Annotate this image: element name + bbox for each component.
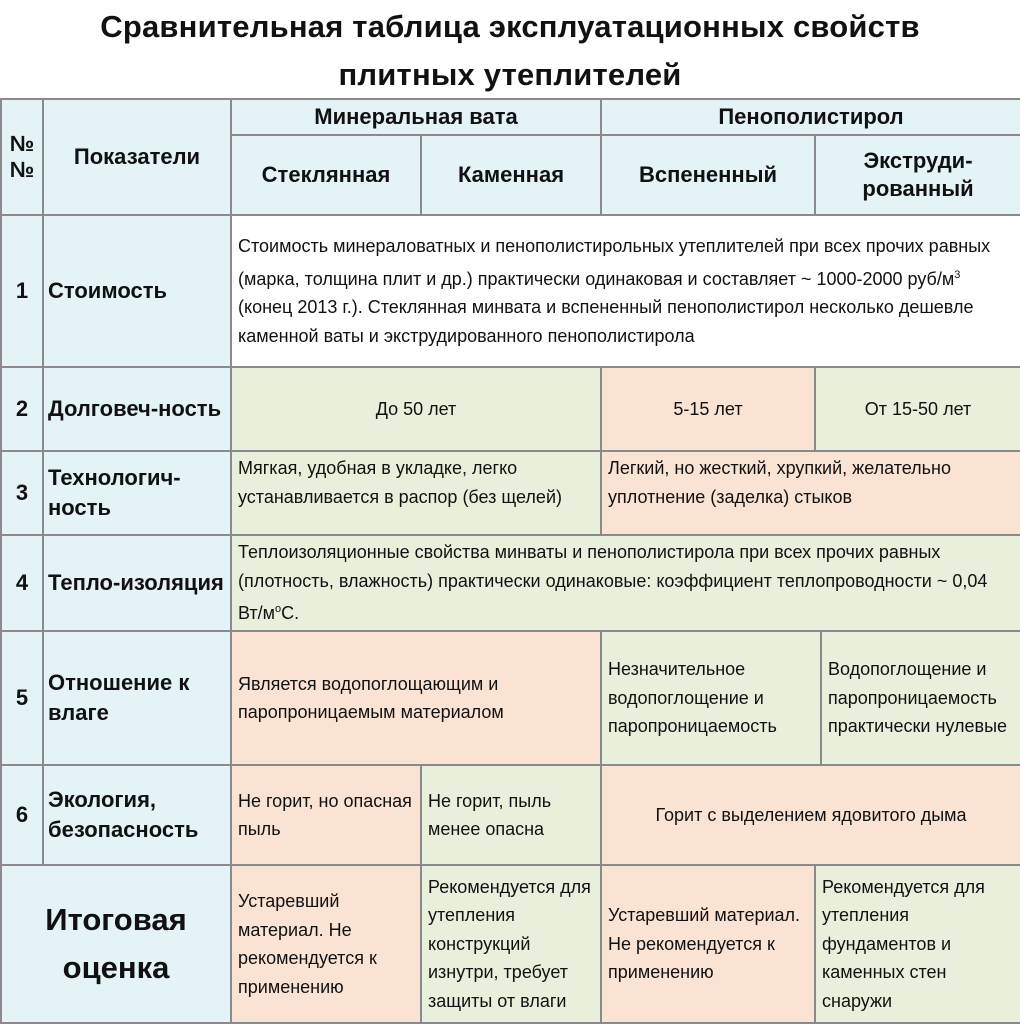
- row-2-extruded: От 15-50 лет: [815, 367, 1020, 451]
- row-3-num: 3: [1, 451, 43, 535]
- row-1-num: 1: [1, 215, 43, 367]
- final-extruded: Рекомендуется для утепления фундаментов и каменных стен снаружи: [815, 865, 1020, 1023]
- header-num: № №: [1, 99, 43, 215]
- header-mineral-wool: Минеральная вата: [231, 99, 601, 135]
- header-indicators: Показатели: [43, 99, 231, 215]
- header-glass: Стеклянная: [231, 135, 421, 215]
- final-label: Итоговая оценка: [1, 865, 231, 1023]
- row-1-text-b: (конец 2013 г.). Стеклянная минвата и вспененный пенополистирол несколько дешевле каменной ваты и экструдированного пенополистирола: [238, 297, 974, 346]
- row-1-cost-text: [231, 215, 1020, 367]
- row-1-text-a: Стоимость минераловатных и пенополистирольных утеплителей при всех прочих равных (марка, толщина плит и др.) практически одинаковая и составляет ~ 1000-2000 руб/м: [238, 236, 991, 289]
- row-5-extruded: Водопоглощение и паропроницаемость практически нулевые: [821, 631, 1020, 765]
- header-polystyrene: Пенополистирол: [601, 99, 1020, 135]
- row-6-glass: Не горит, но опасная пыль: [231, 765, 421, 865]
- row-1-label: Стоимость: [43, 215, 231, 367]
- title-line-1: Сравнительная таблица эксплуатационных свойств: [100, 9, 920, 44]
- final-foamed: Устаревший материал. Не рекомендуется к применению: [601, 865, 815, 1023]
- row-4-num: 4: [1, 535, 43, 631]
- row-4-sup: o: [275, 603, 282, 615]
- header-foamed: Вспененный: [601, 135, 815, 215]
- title-line-2: плитных утеплителей: [338, 57, 682, 92]
- row-2-label: Долговеч-ность: [43, 367, 231, 451]
- row-5-mineral: Является водопоглощающим и паропроницаемым материалом: [231, 631, 601, 765]
- row-4-label: Тепло-изоляция: [43, 535, 231, 631]
- row-5-label: Отношение к влаге: [43, 631, 231, 765]
- row-5-foamed: Незначительное водопоглощение и паропроницаемость: [601, 631, 821, 765]
- row-6-polystyrene: Горит с выделением ядовитого дыма: [601, 765, 1020, 865]
- row-3-mineral: Мягкая, удобная в укладке, легко устанавливается в распор (без щелей): [231, 451, 601, 535]
- final-stone: Рекомендуется для утепления конструкций изнутри, требует защиты от влаги: [421, 865, 601, 1023]
- row-3-polystyrene: Легкий, но жесткий, хрупкий, желательно уплотнение (заделка) стыков: [601, 451, 1020, 535]
- comparison-table: [0, 98, 1020, 1024]
- row-4-insulation-text: [231, 535, 1020, 631]
- header-stone: Каменная: [421, 135, 601, 215]
- row-5-num: 5: [1, 631, 43, 765]
- final-glass: Устаревший материал. Не рекомендуется к применению: [231, 865, 421, 1023]
- header-extruded: Экструди-рованный: [815, 135, 1020, 215]
- row-1-sup: 3: [954, 268, 961, 281]
- row-2-mineral: До 50 лет: [231, 367, 601, 451]
- row-2-foamed: 5-15 лет: [601, 367, 815, 451]
- row-6-stone: Не горит, пыль менее опасна: [421, 765, 601, 865]
- row-2-num: 2: [1, 367, 43, 451]
- row-4-text-a: Теплоизоляционные свойства минваты и пенополистирола при всех прочих равных (плотность, влажность) практически одинаковые: коэффициент теплопроводности ~ 0,04 Вт/м: [238, 542, 988, 623]
- row-6-label: Экология, безопасность: [43, 765, 231, 865]
- row-3-label: Технологич-ность: [43, 451, 231, 535]
- row-4-text-b: С.: [281, 603, 300, 623]
- row-6-num: 6: [1, 765, 43, 865]
